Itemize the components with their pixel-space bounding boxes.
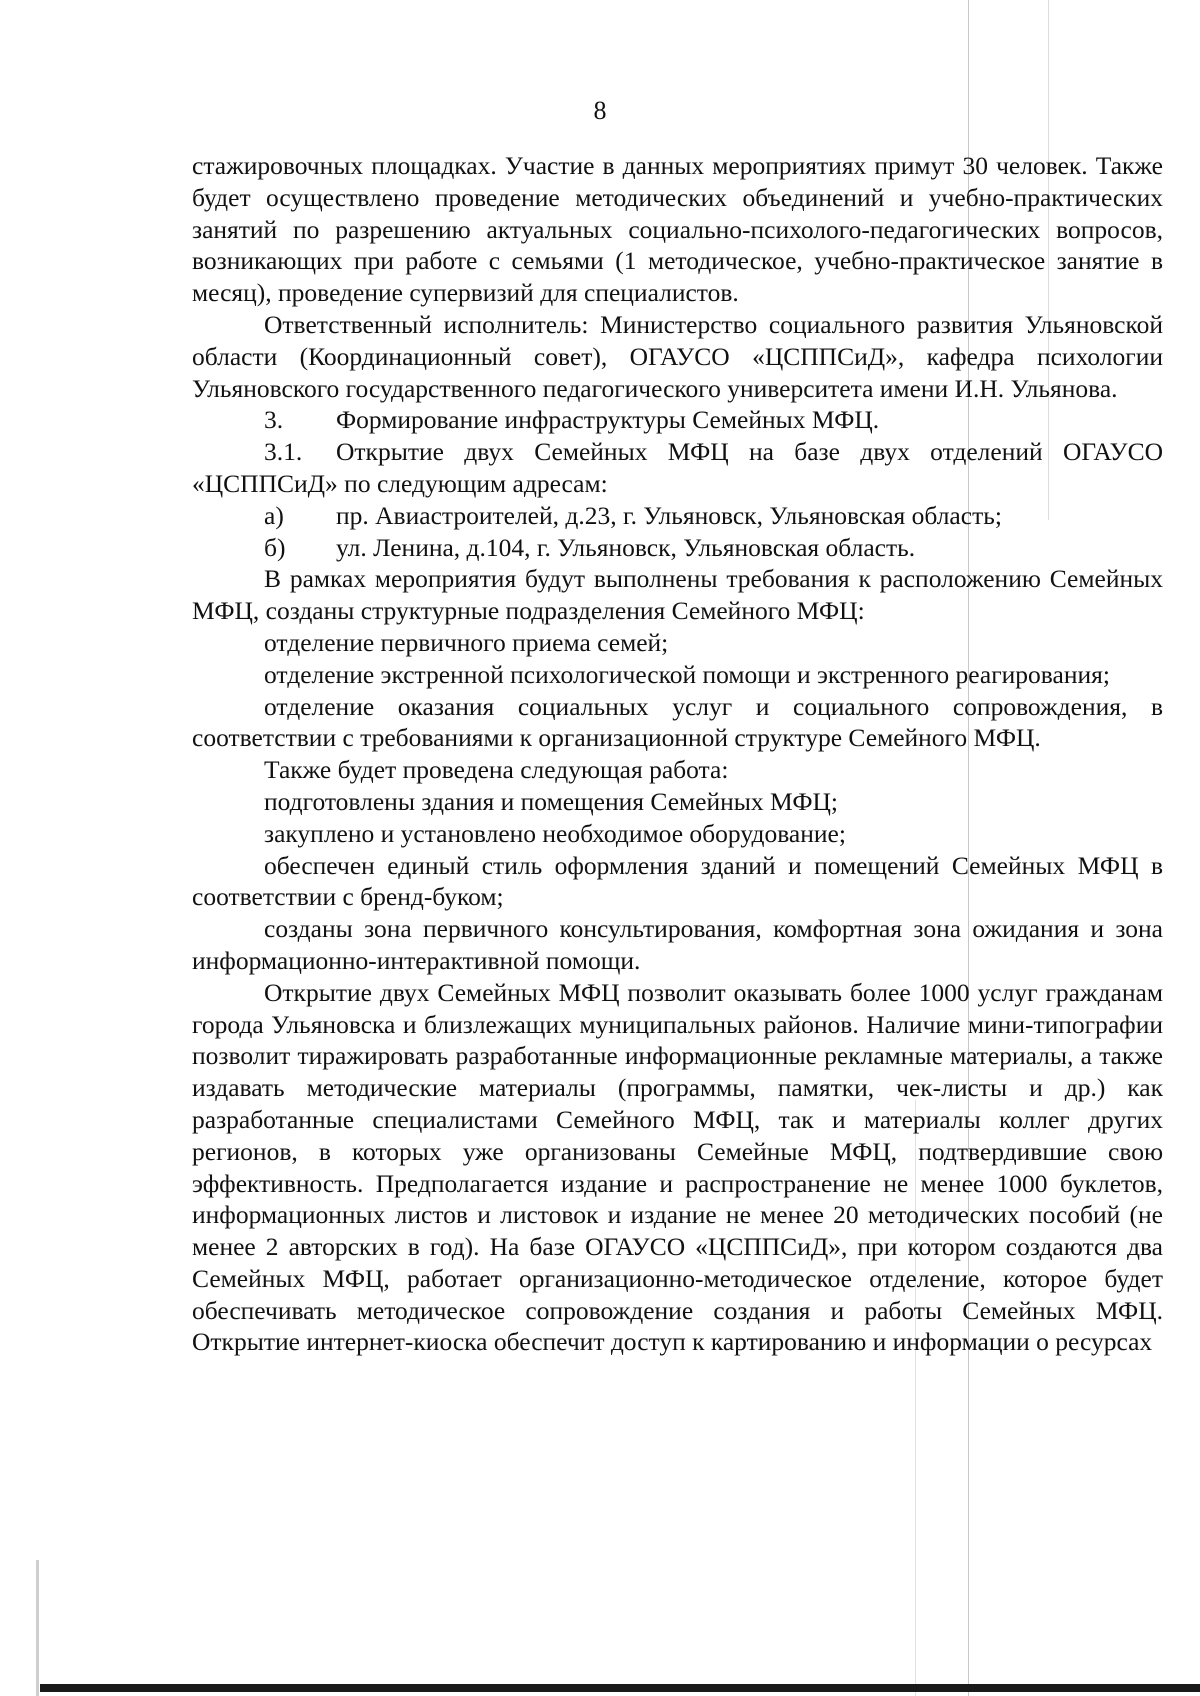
section-heading: [192, 404, 1163, 436]
section-number: 3.: [264, 405, 284, 435]
paragraph-text: Ответственный исполнитель: Министерство социального развития Ульяновской области (Координационный совет), ОГАУСО «ЦСППСиД», кафедра психологии Ульяновского государственного педагогического университета имени И.Н. Ульянова.: [192, 309, 1163, 403]
subsection-paragraph: [192, 436, 1163, 500]
page-number: 8: [593, 96, 607, 125]
paragraph-text: отделение оказания социальных услуг и социального сопровождения, в соответствии с требованиями к организационной структуре Семейного МФЦ.: [192, 691, 1163, 753]
list-item-text: ул. Ленина, д.104, г. Ульяновск, Ульяновская область.: [336, 532, 916, 562]
paragraph-text: Открытие двух Семейных МФЦ позволит оказывать более 1000 услуг гражданам города Ульяновска и близлежащих муниципальных районов. Наличие мини-типографии позволит тиражировать разработанные информационные рекламные материалы, а также издавать методические материалы (программы, памятки, чек-листы и др.) как разработанные специалистами Семейного МФЦ, так и материалы коллег других регионов, в которых уже организованы Семейные МФЦ, подтвердившие свою эффективность. Предполагается издание и распространение не менее 1000 буклетов, информационных листов и листовок и издание не менее 20 методических пособий (не менее 2 авторских в год). На базе ОГАУСО «ЦСППСиД», при котором создаются два Семейных МФЦ, работает организационно-методическое отделение, которое будет обеспечивать методическое сопровождение создания и работы Семейных МФЦ. Открытие интернет-киоска обеспечит доступ к картированию и информации о ресурсах: [192, 977, 1163, 1357]
paragraph: [192, 754, 1163, 786]
paragraph: [192, 913, 1163, 977]
scan-artifact-bottom-edge: [40, 1684, 1200, 1692]
list-item-text: пр. Авиастроителей, д.23, г. Ульяновск, Ульяновская область;: [336, 500, 1002, 530]
paragraph: [192, 850, 1163, 914]
list-marker: а): [264, 500, 284, 530]
paragraph-text: Также будет проведена следующая работа:: [264, 755, 729, 785]
paragraph-text: В рамках мероприятия будут выполнены требования к расположению Семейных МФЦ, созданы структурные подразделения Семейного МФЦ:: [192, 564, 1163, 626]
paragraph-text: закуплено и установлено необходимое оборудование;: [264, 818, 846, 848]
document-body: [192, 150, 1163, 1358]
paragraph: [192, 818, 1163, 850]
list-marker: б): [264, 532, 286, 562]
paragraph: [192, 659, 1163, 691]
subsection-number: 3.1.: [264, 437, 303, 467]
list-item: [192, 500, 1163, 532]
scan-artifact-edge: [36, 1560, 39, 1696]
paragraph-text: отделение экстренной психологической помощи и экстренного реагирования;: [264, 659, 1110, 689]
paragraph-text: созданы зона первичного консультирования, комфортная зона ожидания и зона информационно-интерактивной помощи.: [192, 914, 1163, 975]
list-item: [192, 532, 1163, 564]
paragraph: [192, 627, 1163, 659]
paragraph-text: стажировочных площадках. Участие в данных мероприятиях примут 30 человек. Также будет осуществлено проведение методических объединений и учебно-практических занятий по разрешению актуальных социально-психолого-педагогических вопросов, возникающих при работе с семьями (1 методическое, учебно-практическое занятие в месяц), проведение супервизий для специалистов.: [192, 151, 1163, 308]
paragraph: [192, 309, 1163, 404]
paragraph-text: обеспечен единый стиль оформления зданий и помещений Семейных МФЦ в соответствии с бренд-буком;: [192, 850, 1163, 912]
paragraph: [192, 150, 1163, 309]
paragraph: [192, 977, 1163, 1359]
paragraph-text: отделение первичного приема семей;: [264, 627, 669, 657]
paragraph: [192, 691, 1163, 755]
paragraph-text: подготовлены здания и помещения Семейных МФЦ;: [264, 786, 838, 816]
paragraph: [192, 786, 1163, 818]
paragraph-text: Открытие двух Семейных МФЦ на базе двух отделений ОГАУСО «ЦСППСиД» по следующим адресам:: [192, 437, 1163, 498]
paragraph: [192, 563, 1163, 627]
section-title: Формирование инфраструктуры Семейных МФЦ.: [336, 405, 880, 435]
